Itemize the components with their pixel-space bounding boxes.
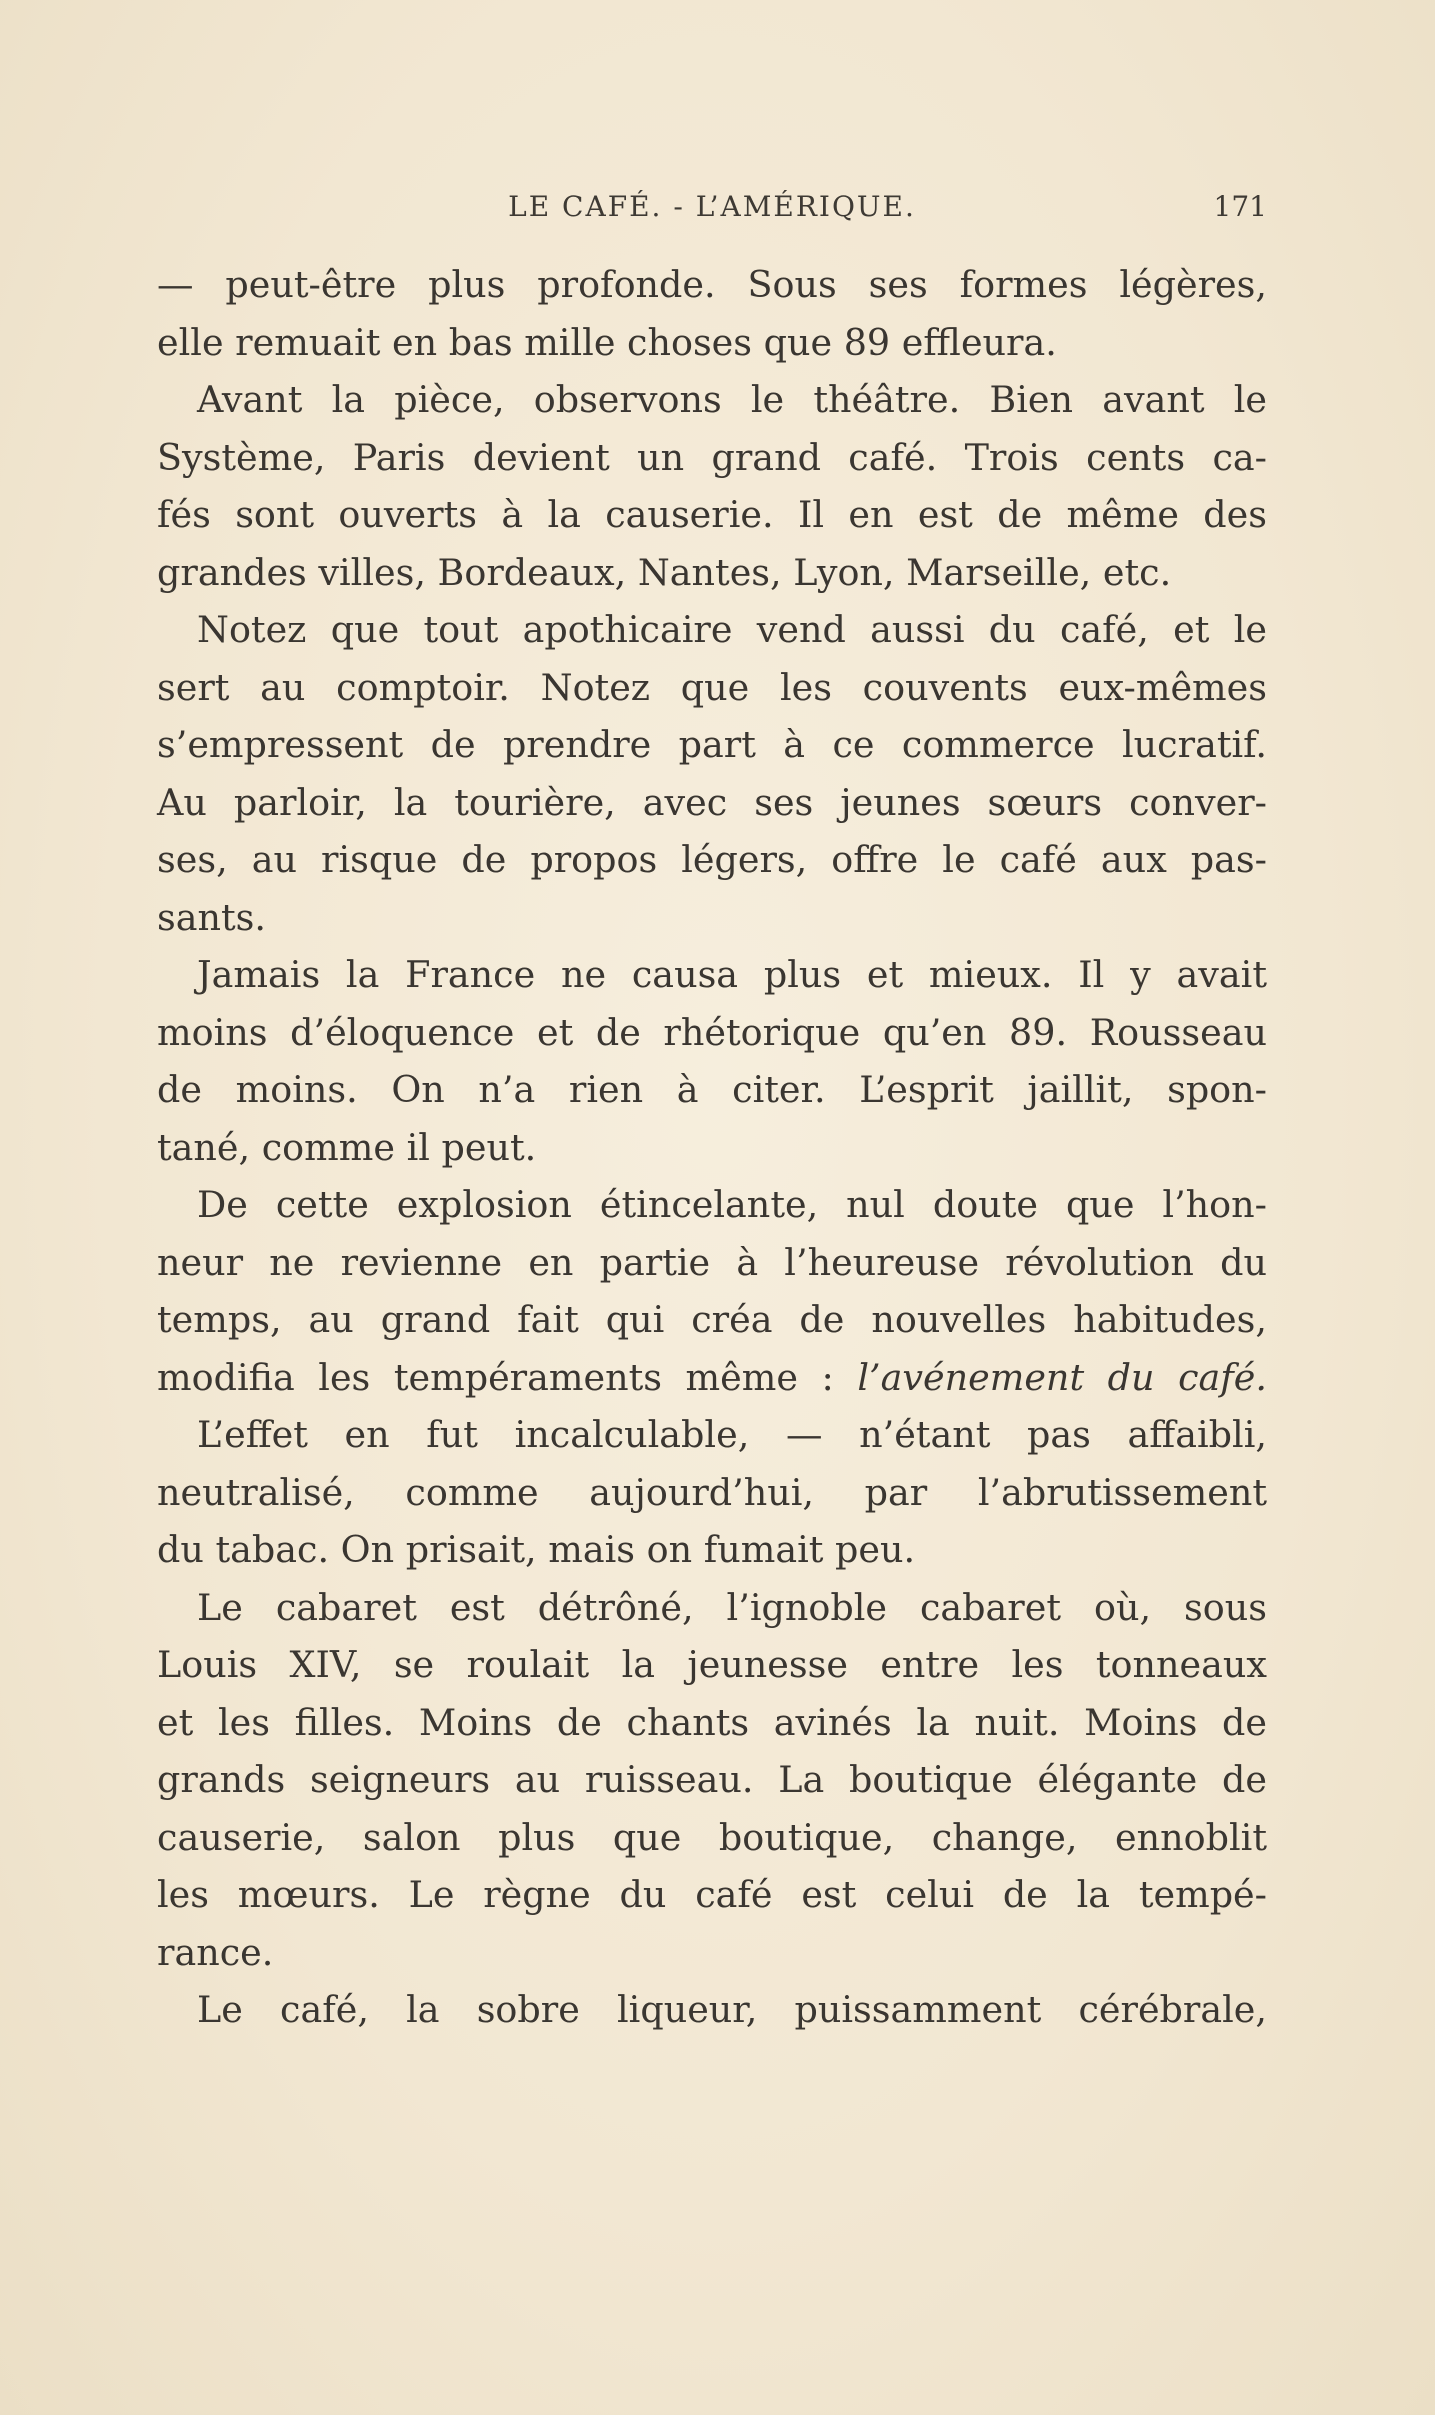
text-line: Système, Paris devient un grand café. Trois cents ca- xyxy=(157,435,1267,479)
text-line: ses, au risque de propos légers, offre le café aux pas- xyxy=(157,838,1267,881)
text-line: neutralisé, comme aujourd’hui, par l’abrutissement xyxy=(157,1470,1267,1514)
text-line: Le cabaret est détrôné, l’ignoble cabaret où, sous xyxy=(197,1585,1267,1629)
text-line: tané, comme il peut. xyxy=(157,1125,537,1169)
text-line: Avant la pièce, observons le théâtre. Bien avant le xyxy=(197,378,1267,421)
text-line: sert au comptoir. Notez que les couvents eux-mêmes xyxy=(157,665,1267,709)
text-line: les mœurs. Le règne du café est celui de la tempé- xyxy=(157,1873,1267,1916)
text-line: Le café, la sobre liqueur, puissamment cérébrale, xyxy=(197,1988,1267,2031)
text-line: Louis XIV, se roulait la jeunesse entre les tonneaux xyxy=(157,1643,1267,1686)
text-line: grandes villes, Bordeaux, Nantes, Lyon, Marseille, etc. xyxy=(157,550,1172,594)
text-line: causerie, salon plus que boutique, change, ennoblit xyxy=(157,1815,1267,1859)
text-line: du tabac. On prisait, mais on fumait peu. xyxy=(157,1528,916,1571)
text-line: Notez que tout apothicaire vend aussi du café, et le xyxy=(197,608,1267,651)
text-line: elle remuait en bas mille choses que 89 effleura. xyxy=(157,320,1057,364)
text-line: fés sont ouverts à la causerie. Il en est de même des xyxy=(157,493,1267,536)
running-head: LE CAFÉ. - L’AMÉRIQUE. xyxy=(508,190,916,223)
text-line: sants. xyxy=(157,895,267,939)
page-number: 171 xyxy=(1213,190,1267,223)
page-header xyxy=(157,190,1267,234)
text-line-with-italic xyxy=(157,1349,1267,1407)
text-line: s’empressent de prendre part à ce commerce lucratif. xyxy=(157,723,1267,766)
text-line: L’effet en fut incalculable, — n’étant pas affaibli, xyxy=(197,1413,1267,1456)
body-text xyxy=(157,256,1267,2039)
text-line: temps, au grand fait qui créa de nouvelles habitudes, xyxy=(157,1298,1267,1341)
text-line: neur ne revienne en partie à l’heureuse révolution du xyxy=(157,1240,1267,1284)
text-line: moins d’éloquence et de rhétorique qu’en 89. Rousseau xyxy=(157,1010,1267,1054)
text-line: grands seigneurs au ruisseau. La boutique élégante de xyxy=(157,1758,1267,1801)
text-line: de moins. On n’a rien à citer. L’esprit jaillit, spon- xyxy=(157,1068,1267,1111)
text-line: De cette explosion étincelante, nul doute que l’hon- xyxy=(197,1183,1267,1226)
text-line: Jamais la France ne causa plus et mieux. Il y avait xyxy=(197,953,1267,996)
text-line: et les filles. Moins de chants avinés la nuit. Moins de xyxy=(157,1700,1267,1744)
text-line: Au parloir, la tourière, avec ses jeunes sœurs conver- xyxy=(157,780,1267,824)
text-line: — peut-être plus profonde. Sous ses formes légères, xyxy=(157,263,1267,306)
italic-phrase: l’avénement du café. xyxy=(857,1355,1267,1399)
text-line: rance. xyxy=(157,1930,274,1974)
text-line-roman: modifia les tempéraments même : xyxy=(157,1355,834,1399)
